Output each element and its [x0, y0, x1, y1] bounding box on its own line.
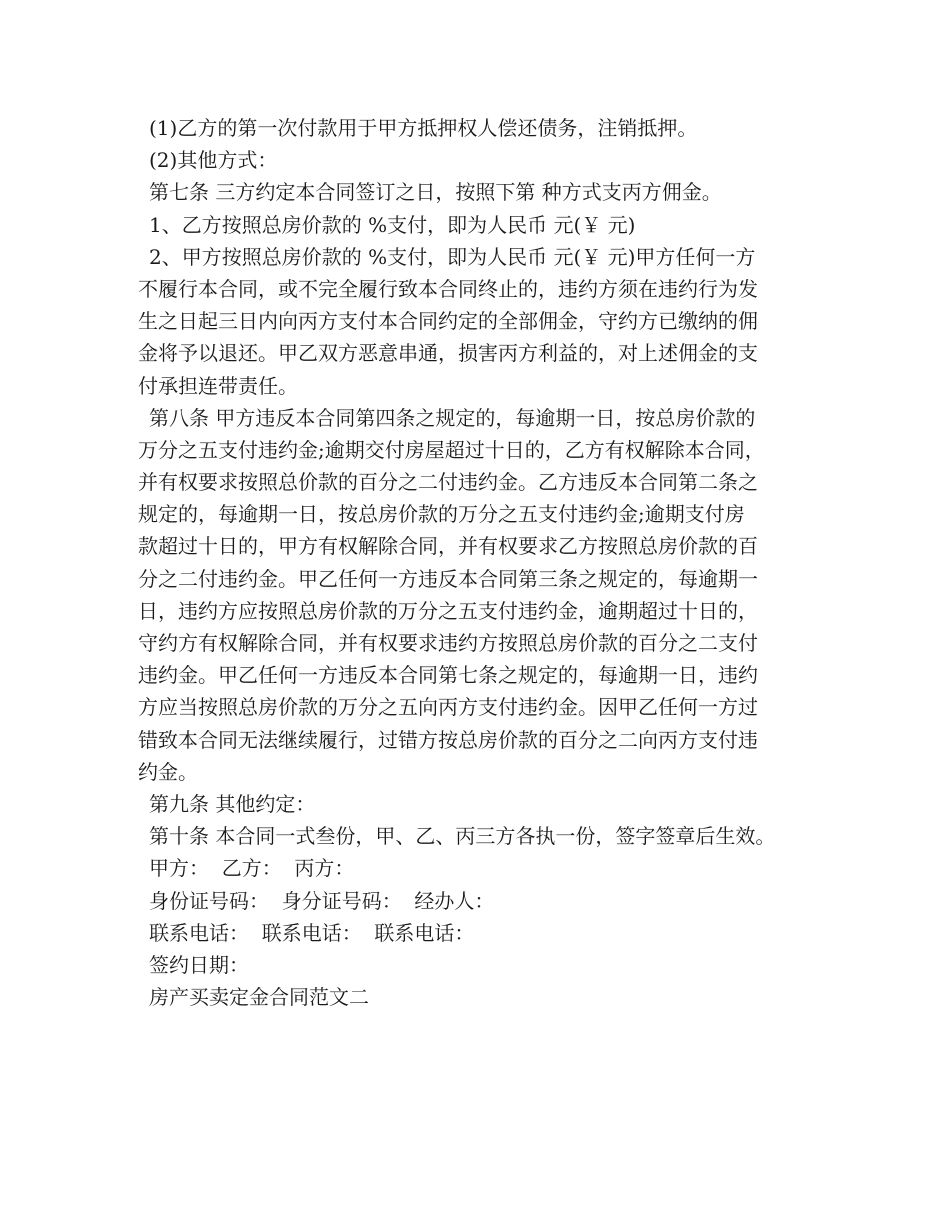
article-8-paragraph-line: 方应当按照总房价款的万分之五向丙方支付违约金。因甲乙任何一方过 — [138, 695, 758, 720]
signing-date-line: 签约日期： — [149, 952, 249, 977]
payment-method-1-line: (1)乙方的第一次付款用于甲方抵押权人偿还债务，注销抵押。 — [149, 116, 698, 140]
article-9-line: 第九条 其他约定： — [149, 791, 316, 816]
article-8-paragraph-line: 错致本合同无法继续履行，过错方按总房价款的百分之二向丙方支付违 — [138, 727, 758, 752]
article-10-line: 第十条 本合同一式叁份，甲、乙、丙三方各执一份，签字签章后生效。 — [149, 824, 776, 849]
article-7-item-2-line: 2、甲方按照总房价款的 %支付，即为人民币 元(￥ 元)甲方任何一方 — [149, 244, 756, 269]
payment-method-2-line: (2)其他方式： — [149, 148, 278, 173]
article-7-paragraph-line: 生之日起三日内向丙方支付本合同约定的全部佣金，守约方已缴纳的佣 — [138, 309, 758, 334]
article-8-paragraph-line: 并有权要求按照总价款的百分之二付违约金。乙方违反本合同第二条之 — [138, 470, 758, 495]
article-8-paragraph-line: 款超过十日的，甲方有权解除合同，并有权要求乙方按照总房价款的百 — [138, 534, 758, 559]
id-number-line: 身份证号码： 身分证号码： 经办人： — [149, 888, 495, 913]
article-8-paragraph-line: 违约金。甲乙任何一方违反本合同第七条之规定的，每逾期一日，违约 — [138, 663, 758, 688]
article-8-paragraph-line: 规定的，每逾期一日，按总房价款的万分之五支付违约金;逾期支付房 — [138, 502, 745, 527]
article-7-item-1-line: 1、乙方按照总房价款的 %支付，即为人民币 元(￥ 元) — [149, 212, 636, 237]
signature-parties-line: 甲方： 乙方： 丙方： — [149, 856, 355, 881]
article-8-paragraph-line: 万分之五支付违约金;逾期交付房屋超过十日的，乙方有权解除本合同， — [138, 437, 765, 462]
article-8-paragraph-line: 日，违约方应按照总房价款的万分之五支付违约金，逾期超过十日的， — [138, 598, 758, 623]
phone-line: 联系电话： 联系电话： 联系电话： — [149, 920, 475, 945]
article-8-paragraph-line: 分之二付违约金。甲乙任何一方违反本合同第三条之规定的，每逾期一 — [138, 566, 758, 591]
article-8-paragraph-line: 守约方有权解除合同，并有权要求违约方按照总房价款的百分之二支付 — [138, 631, 758, 655]
article-7-paragraph-line: 付承担连带责任。 — [138, 373, 298, 398]
article-8-heading-line: 第八条 甲方违反本合同第四条之规定的，每逾期一日，按总房价款的 — [149, 405, 756, 430]
contract-text-body — [138, 112, 828, 1013]
article-8-paragraph-line: 约金。 — [138, 759, 198, 784]
article-7-paragraph-line: 金将予以退还。甲乙双方恶意串通，损害丙方利益的，对上述佣金的支 — [138, 341, 758, 366]
article-7-heading-line: 第七条 三方约定本合同签订之日，按照下第 种方式支丙方佣金。 — [149, 180, 722, 205]
article-7-paragraph-line: 不履行本合同，或不完全履行致本合同终止的，违约方须在违约行为发 — [138, 276, 758, 301]
next-section-title: 房产买卖定金合同范文二 — [149, 985, 369, 1010]
